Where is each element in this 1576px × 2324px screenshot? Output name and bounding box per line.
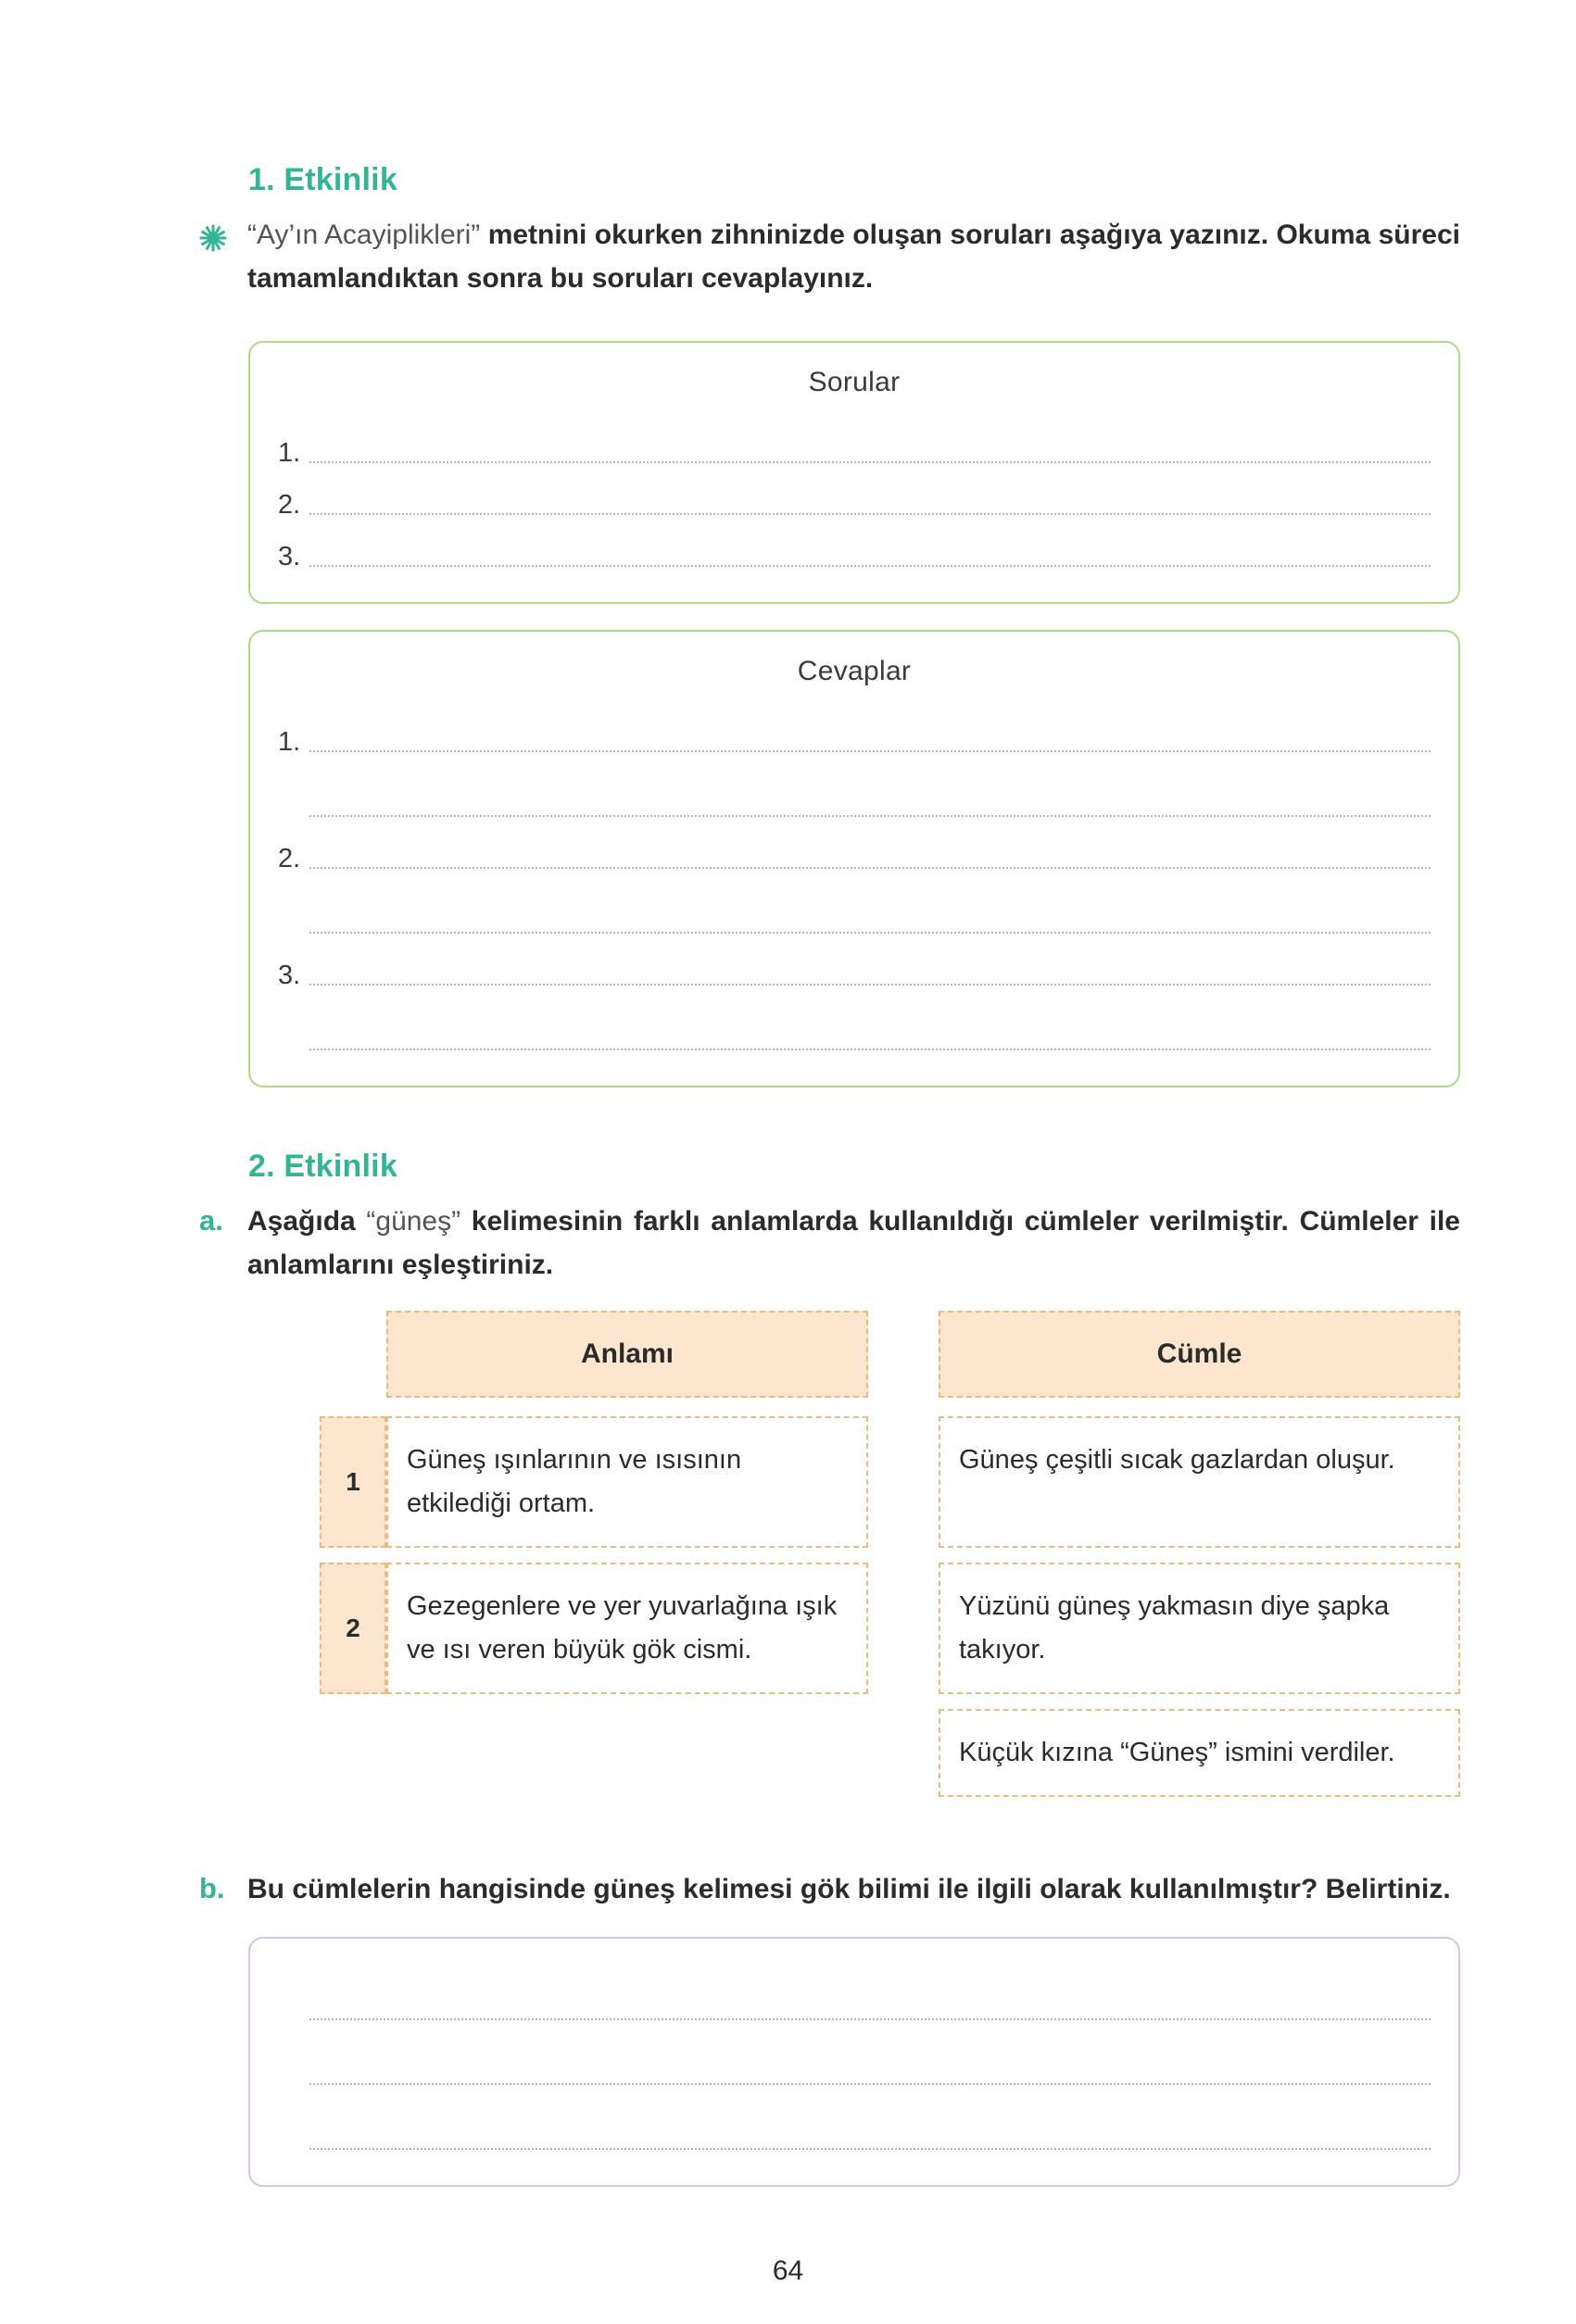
page-number: 64 — [772, 2255, 804, 2286]
dotted-writing-line[interactable] — [309, 867, 1431, 869]
table-header-row — [320, 1311, 1460, 1398]
matching-table — [320, 1311, 1460, 1797]
sorular-box — [248, 341, 1460, 604]
cevaplar-box-title: Cevaplar — [797, 656, 912, 686]
cevaplar-line-1-cont[interactable] — [278, 760, 1431, 824]
activity-2-item-a-text — [247, 1200, 1460, 1287]
item-a-quoted-word: “güneş” — [366, 1206, 461, 1237]
activity-2-heading: 2. Etkinlik — [248, 1149, 397, 1184]
instruction-quoted-title: “Ay’ın Acayiplikleri” — [247, 220, 481, 250]
line-number: 3. — [278, 961, 301, 990]
activity-1-instruction-row — [199, 213, 1460, 300]
match-gap[interactable] — [868, 1416, 939, 1548]
dotted-writing-line[interactable] — [309, 984, 1431, 986]
anlam-cell[interactable]: Güneş ışınlarının ve ısısının etkilediği ortam. — [386, 1416, 868, 1548]
cevaplar-line-1[interactable] — [278, 708, 1431, 760]
dotted-writing-line[interactable] — [309, 461, 1431, 463]
header-anlam: Anlamı — [386, 1311, 868, 1398]
header-cumle: Cümle — [939, 1311, 1460, 1398]
dotted-writing-line[interactable] — [309, 815, 1431, 817]
table-row — [320, 1709, 1460, 1797]
cumle-cell[interactable]: Küçük kızına “Güneş” ismini verdiler. — [939, 1709, 1460, 1797]
sorular-line-2[interactable] — [278, 471, 1431, 522]
table-row — [320, 1563, 1460, 1694]
table-row — [320, 1416, 1460, 1548]
answer-line-3[interactable] — [278, 2092, 1431, 2157]
activity-2-item-b-row — [199, 1867, 1460, 1911]
anlam-cell[interactable]: Gezegenlere ve yer yuvarlağına ışık ve ısı veren büyük gök cismi. — [386, 1563, 868, 1694]
item-a-text-part-2: kelimesinin farklı anlamlarda kullanıldığı cümleler verilmiştir. Cümleler ile anlamlarını eşleştiriniz. — [247, 1206, 1460, 1280]
row-number-badge: 2 — [320, 1563, 386, 1694]
row-number-badge: 1 — [320, 1416, 386, 1548]
match-gap[interactable] — [868, 1563, 939, 1694]
activity-1-heading: 1. Etkinlik — [248, 162, 397, 197]
header-number-spacer — [320, 1311, 386, 1398]
line-number: 2. — [278, 490, 301, 520]
row-number-badge-empty — [320, 1709, 386, 1797]
sorular-line-3[interactable] — [278, 522, 1431, 574]
cumle-cell[interactable]: Yüzünü güneş yakmasın diye şapka takıyor. — [939, 1563, 1460, 1694]
cevaplar-line-2[interactable] — [278, 824, 1431, 876]
dotted-writing-line[interactable] — [309, 513, 1431, 515]
item-b-marker: b. — [199, 1872, 225, 1904]
dotted-writing-line[interactable] — [309, 2148, 1431, 2150]
header-gap-spacer — [868, 1311, 939, 1398]
dotted-writing-line[interactable] — [309, 565, 1431, 567]
dotted-writing-line[interactable] — [309, 1049, 1431, 1050]
dotted-writing-line[interactable] — [309, 932, 1431, 934]
activity-2-item-b-text: Bu cümlelerin hangisinde güneş kelimesi gök bilimi ile ilgili olarak kullanılmıştır? Belirtiniz. — [247, 1874, 1451, 1904]
sorular-box-title: Sorular — [808, 367, 901, 397]
line-number: 1. — [278, 727, 301, 757]
anlam-cell-empty — [386, 1709, 868, 1797]
starburst-icon — [199, 213, 247, 252]
activity-1-instruction-text — [247, 213, 1460, 300]
cevaplar-line-3[interactable] — [278, 941, 1431, 993]
line-number: 3. — [278, 542, 301, 572]
match-gap-empty — [868, 1709, 939, 1797]
answer-line-2[interactable] — [278, 2028, 1431, 2092]
activity-2-item-a-row — [199, 1200, 1460, 1287]
cevaplar-line-2-cont[interactable] — [278, 876, 1431, 941]
dotted-writing-line[interactable] — [309, 2018, 1431, 2020]
line-number: 1. — [278, 438, 301, 468]
item-b-answer-box — [248, 1937, 1460, 2187]
dotted-writing-line[interactable] — [309, 2083, 1431, 2085]
line-number: 2. — [278, 844, 301, 873]
cumle-cell[interactable]: Güneş çeşitli sıcak gazlardan oluşur. — [939, 1416, 1460, 1548]
cevaplar-line-3-cont[interactable] — [278, 993, 1431, 1058]
answer-line-1[interactable] — [278, 1963, 1431, 2028]
dotted-writing-line[interactable] — [309, 750, 1431, 752]
sorular-line-1[interactable] — [278, 419, 1431, 471]
cevaplar-box — [248, 630, 1460, 1087]
instruction-body: metnini okurken zihninizde oluşan soruları aşağıya yazınız. Okuma süreci tamamlandıktan sonra bu soruları cevaplayınız. — [247, 220, 1460, 294]
item-a-marker: a. — [199, 1204, 223, 1237]
item-a-text-part-1: Aşağıda — [247, 1206, 367, 1237]
